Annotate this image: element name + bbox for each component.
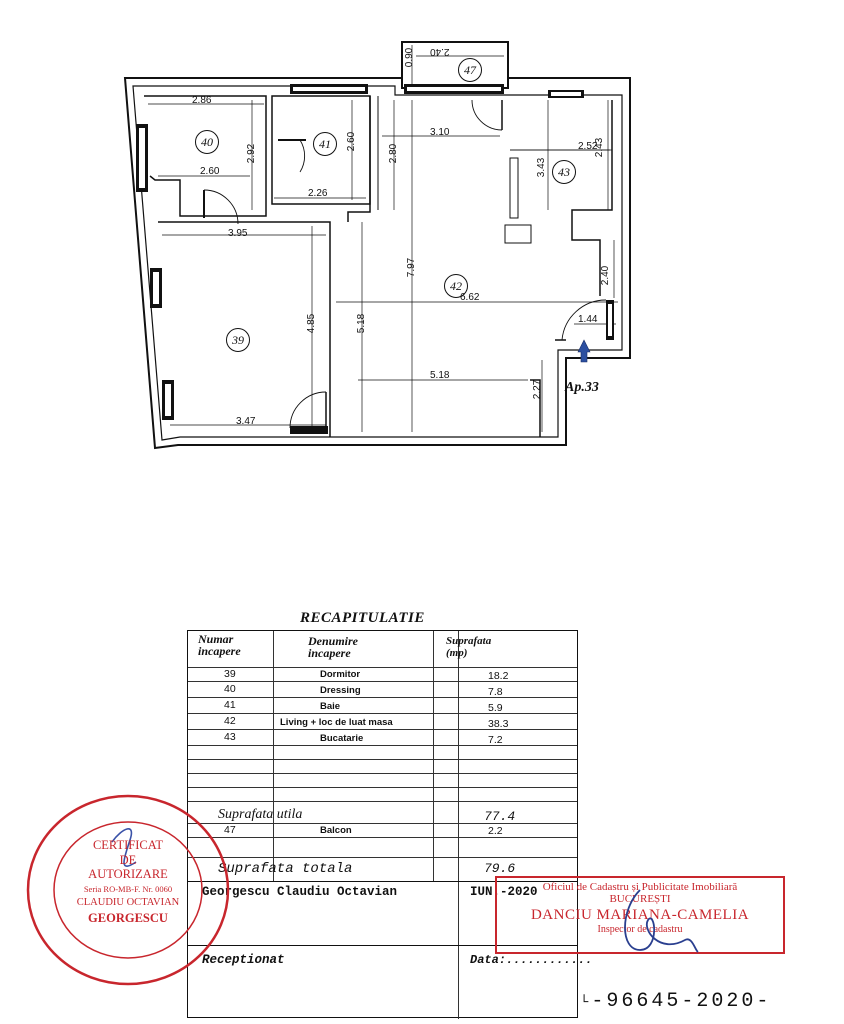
table-cell: 41 — [224, 699, 236, 711]
floor-plan — [0, 0, 844, 470]
table-cell: Balcon — [320, 825, 352, 836]
certificate-stamp — [24, 792, 232, 988]
dimension-label: 1.44 — [578, 314, 598, 325]
dimension-label: 2.43 — [594, 137, 606, 158]
table-cell: 47 — [224, 824, 236, 836]
registration-number: └-96645-2020- — [580, 990, 772, 1013]
room-number-47: 47 — [458, 58, 482, 82]
table-cell: 2.2 — [488, 825, 503, 837]
dimension-label: 5.18 — [356, 313, 368, 334]
table-cell: Dressing — [320, 685, 361, 696]
apartment-label: Ap.33 — [565, 380, 599, 395]
dimension-label: 2.27 — [532, 379, 544, 400]
table-cell: 7.8 — [488, 686, 503, 698]
table-cell: 5.9 — [488, 702, 503, 714]
dimension-label: 5.18 — [430, 370, 450, 381]
stamp-line: CLAUDIU OCTAVIAN — [76, 897, 180, 908]
room-number-42: 42 — [444, 274, 468, 298]
total-area-label: Suprafata totala — [218, 861, 353, 877]
room-number-41: 41 — [313, 132, 337, 156]
table-cell: 18.2 — [488, 670, 509, 682]
table-cell: 40 — [224, 683, 236, 695]
dimension-label: 2.92 — [246, 143, 258, 164]
signature — [600, 880, 700, 960]
dimension-label: 2.26 — [308, 188, 328, 199]
stamp-line: GEORGESCU — [88, 910, 168, 925]
room-number-43: 43 — [552, 160, 576, 184]
dimension-label: 2.80 — [388, 143, 400, 164]
dimension-label: 4.85 — [306, 313, 318, 334]
stamp-inspector-title: Inspector de cadastru — [597, 924, 683, 935]
stamp-office-line: Oficiul de Cadastru și Publicitate Imobiliară — [542, 881, 738, 893]
stamp-line: DE — [119, 852, 137, 867]
recap-title: RECAPITULATIE — [300, 610, 425, 626]
dimension-label: 2.60 — [346, 131, 358, 152]
table-cell: Baie — [320, 701, 341, 712]
dimension-label: 2.86 — [192, 95, 212, 106]
dimension-label: 2.60 — [200, 166, 220, 177]
table-cell: 43 — [224, 731, 236, 743]
received-label: Receptionat — [202, 953, 285, 967]
useful-area-label: Suprafata utila — [218, 807, 303, 822]
author-name: Georgescu Claudiu Octavian — [202, 885, 398, 899]
room-number-39: 39 — [226, 328, 250, 352]
table-cell: Dormitor — [320, 669, 361, 680]
table-cell: 42 — [224, 715, 236, 727]
table-cell: 38.3 — [488, 718, 509, 730]
dimension-label: 6.62 — [460, 292, 480, 303]
table-cell: Living + loc de luat masa — [280, 717, 393, 728]
table-cell: 7.2 — [488, 734, 503, 746]
table-cell: 39 — [224, 668, 236, 680]
dimension-label: 2.52 — [578, 141, 598, 152]
dimension-label: 2.40 — [430, 46, 450, 57]
header-area: Suprafata (mp) — [446, 635, 492, 659]
table-cell: Bucatarie — [320, 733, 364, 744]
dimension-label: 0.90 — [404, 47, 416, 68]
stamp-line: Seria RO-MB-F. Nr. 0060 — [83, 883, 173, 894]
dimension-label: 7.97 — [406, 257, 418, 278]
stamp-line: CERTIFICAT — [92, 838, 164, 852]
stamp-line: AUTORIZARE — [88, 867, 168, 881]
stamp-inspector-name: DANCIU MARIANA-CAMELIA — [530, 907, 750, 923]
dimension-label: 3.10 — [430, 127, 450, 138]
dimension-label: 3.47 — [236, 416, 256, 427]
dimension-label: 2.40 — [600, 265, 612, 286]
dimension-label: 3.95 — [228, 228, 248, 239]
total-area-value: 79.6 — [484, 861, 516, 876]
recap-table — [187, 630, 593, 1018]
header-name: Denumire incapere — [308, 634, 359, 660]
useful-area-value: 77.4 — [484, 809, 516, 824]
room-number-40: 40 — [195, 130, 219, 154]
header-number: Numar incapere — [198, 632, 241, 658]
dimension-label: 3.43 — [536, 157, 548, 178]
received-date: Data:............ — [470, 953, 593, 967]
author-date: IUN.-2020 — [470, 885, 538, 899]
stamp-city-line: BUCUREȘTI — [609, 893, 671, 905]
